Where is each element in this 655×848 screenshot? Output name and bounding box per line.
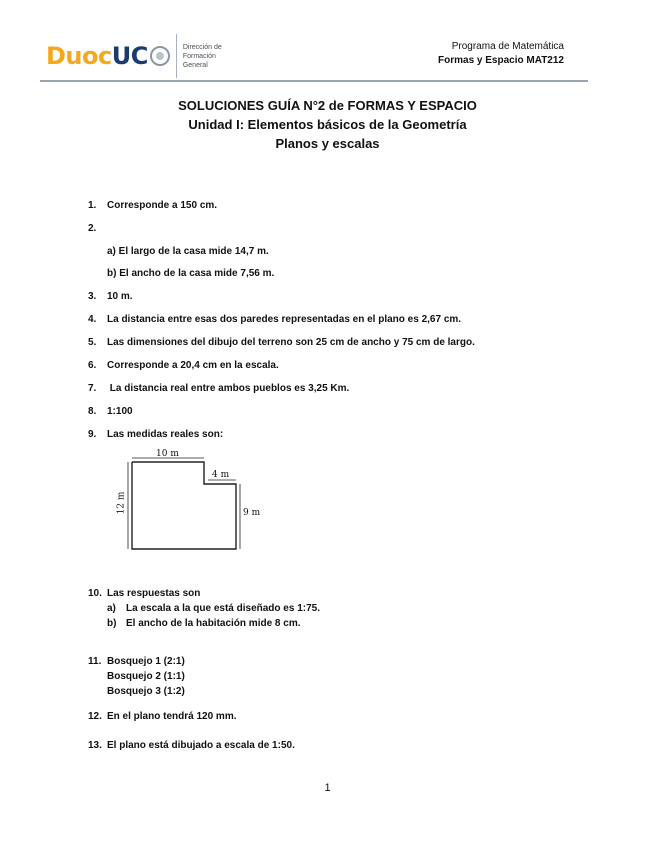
sub-text: La escala a la que está diseñado es 1:75. — [126, 603, 320, 614]
dim-label-right: 9 m — [243, 508, 261, 518]
item-number: 9. — [88, 429, 97, 440]
duoc-uc-logo — [46, 34, 222, 78]
list-item — [88, 223, 107, 234]
page-header — [40, 28, 588, 78]
sub-text: El ancho de la habitación mide 8 cm. — [126, 618, 301, 629]
item-text: Corresponde a 20,4 cm en la escala. — [107, 360, 279, 371]
item-number: 1. — [88, 200, 97, 211]
item11-extra-2: Bosquejo 3 (1:2) — [107, 686, 185, 697]
item-number: 6. — [88, 360, 97, 371]
list-item — [88, 337, 475, 348]
logo-subtitle — [183, 43, 222, 70]
list-item — [88, 360, 279, 371]
item-number: 4. — [88, 314, 97, 325]
item-text: Bosquejo 1 (2:1) — [107, 656, 185, 667]
item-number: 2. — [88, 223, 97, 234]
item11-extra-1: Bosquejo 2 (1:1) — [107, 671, 185, 682]
logo-subtitle-line: Dirección de — [182, 43, 222, 51]
item-text: 10 m. — [107, 291, 133, 302]
title-line-1: SOLUCIONES GUÍA N°2 de FORMAS Y ESPACIO — [178, 98, 477, 113]
list-item — [88, 383, 349, 394]
page-number: 1 — [324, 782, 331, 794]
item-text: Corresponde a 150 cm. — [107, 200, 218, 211]
dim-label-notch: 4 m — [212, 470, 230, 480]
item-text: 1:100 — [107, 406, 133, 417]
item10-sub-b — [107, 618, 301, 629]
logo-divider — [176, 34, 177, 78]
item-number: 5. — [88, 337, 97, 348]
item-text: Las respuestas son — [107, 588, 201, 599]
logo-subtitle-line: Formación — [182, 52, 216, 60]
logo-uc-text: UC — [111, 42, 148, 70]
sub-mark: b) — [107, 618, 117, 629]
item-text: La distancia entre esas dos paredes representadas en el plano es 2,67 cm. — [107, 314, 462, 325]
floor-plan-svg — [112, 448, 272, 558]
list-item — [88, 588, 200, 599]
list-item — [88, 740, 295, 751]
dim-label-top: 10 m — [156, 449, 179, 459]
floor-plan-diagram — [112, 448, 272, 558]
item-text: En el plano tendrá 120 mm. — [107, 711, 237, 722]
header-rule — [40, 80, 588, 82]
list-item — [88, 200, 217, 211]
item-number: 8. — [88, 406, 97, 417]
list-item — [88, 291, 133, 302]
item2-sub-b: b) El ancho de la casa mide 7,56 m. — [107, 268, 275, 279]
item10-sub-a — [107, 603, 320, 614]
item-text: La distancia real entre ambos pueblos es 3,25 Km. — [107, 383, 350, 394]
list-item — [88, 711, 236, 722]
title-line-3: Planos y escalas — [275, 136, 380, 151]
item-number: 11. — [88, 656, 102, 667]
sub-mark: a) — [107, 603, 116, 614]
item-number: 7. — [88, 383, 97, 394]
item-text: El plano está dibujado a escala de 1:50. — [107, 740, 295, 751]
item2-sub-a: a) El largo de la casa mide 14,7 m. — [107, 246, 269, 257]
item-number: 10. — [88, 588, 102, 599]
title-line-2: Unidad I: Elementos básicos de la Geometría — [188, 117, 467, 132]
logo-duoc-text: Duoc — [46, 42, 112, 70]
list-item — [88, 429, 223, 440]
program-name: Programa de Matemática — [451, 41, 564, 52]
seal-icon — [150, 46, 170, 66]
logo-subtitle-line: General — [182, 61, 208, 69]
item-text: Las dimensiones del dibujo del terreno son 25 cm de ancho y 75 cm de largo. — [107, 337, 475, 348]
course-name: Formas y Espacio MAT212 — [438, 55, 564, 66]
item-number: 3. — [88, 291, 97, 302]
document-title — [0, 96, 655, 153]
item-number: 12. — [88, 711, 102, 722]
dim-label-left: 12 m — [116, 491, 127, 515]
item-text: Las medidas reales son: — [107, 429, 224, 440]
list-item — [88, 406, 133, 417]
item-number: 13. — [88, 740, 102, 751]
list-item — [88, 656, 185, 667]
list-item — [88, 314, 461, 325]
header-course-info — [438, 40, 564, 68]
